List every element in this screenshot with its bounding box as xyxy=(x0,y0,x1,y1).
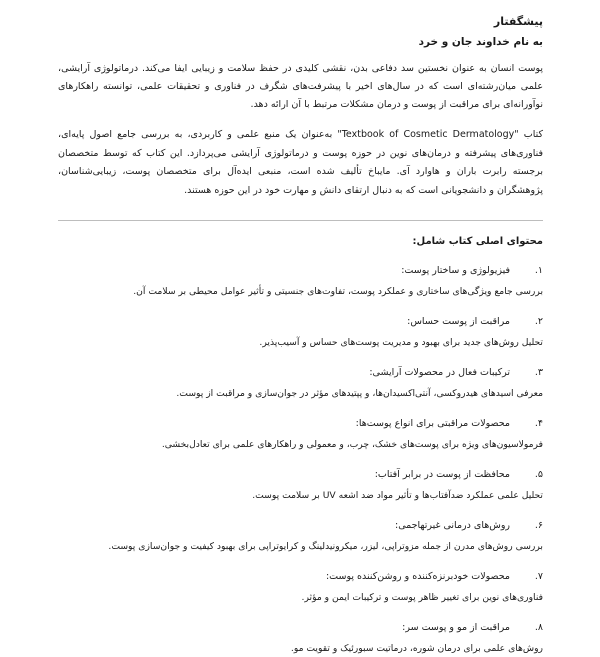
list-item xyxy=(58,365,543,402)
item-title: مراقبت از پوست حساس: xyxy=(407,316,510,327)
item-number: ۵. xyxy=(534,469,543,480)
list-item xyxy=(58,416,543,453)
item-description: بررسی جامع ویژگی‌های ساختاری و عملکرد پوست، تفاوت‌های جنسیتی و تأثیر عوامل محیطی بر سلامت آن. xyxy=(133,286,543,297)
book-paragraph: کتاب "Textbook of Cosmetic Dermatology" به‌عنوان یک منبع علمی و کاربردی، به بررسی جامع اصول پایه‌ای، فناوری‌های پیشرفته و درمان‌های نوین در حوزه پوست و درماتولوژی آرایشی می‌پردازد. این کتاب که توسط متخصصان برجسته رابرت باران و هاوارد آی. مایباخ تألیف شده است، منبعی ایده‌آل برای متخصصان پوست، زیبایی‌شناسان، پژوهشگران و دانشجویانی است که به دنبال ارتقای دانش و مهارت خود در این حوزه هستند. xyxy=(58,129,543,196)
item-description: تحلیل علمی عملکرد ضدآفتاب‌ها و تأثیر مواد ضد اشعه UV بر سلامت پوست. xyxy=(252,490,543,501)
list-item xyxy=(58,314,543,351)
item-number: ۴. xyxy=(534,418,543,429)
list-item xyxy=(58,620,543,657)
item-title: محصولات مراقبتی برای انواع پوست‌ها: xyxy=(355,418,510,429)
item-title: مراقبت از مو و پوست سر: xyxy=(402,622,510,633)
list-item xyxy=(58,569,543,606)
section-divider xyxy=(58,220,543,221)
item-description: تحلیل روش‌های جدید برای بهبود و مدیریت پوست‌های حساس و آسیب‌پذیر. xyxy=(259,337,543,348)
item-title: فیزیولوژی و ساختار پوست: xyxy=(401,265,510,276)
item-title: روش‌های درمانی غیرتهاجمی: xyxy=(395,520,510,531)
item-description: فرمولاسیون‌های ویژه برای پوست‌های خشک، چرب، و معمولی و راهکارهای علمی برای تعادل‌بخشی. xyxy=(161,439,543,450)
item-description: بررسی روش‌های مدرن از جمله مزوتراپی، لیزر، میکرونیدلینگ و کرایوتراپی برای بهبود کیفیت و جوان‌سازی پوست. xyxy=(108,541,543,552)
section-title: محتوای اصلی کتاب شامل: xyxy=(412,236,543,247)
content-list xyxy=(58,263,543,657)
item-title: ترکیبات فعال در محصولات آرایشی: xyxy=(369,367,510,378)
page-title: پیشگفتار xyxy=(493,15,543,28)
item-number: ۸. xyxy=(534,622,543,633)
item-number: ۷. xyxy=(534,571,543,582)
item-number: ۶. xyxy=(534,520,543,531)
item-description: فناوری‌های نوین برای تغییر ظاهر پوست و ترکیبات ایمن و مؤثر. xyxy=(301,592,543,603)
item-number: ۱. xyxy=(534,265,543,276)
item-title: محصولات خودبرنزه‌کننده و روشن‌کننده پوست: xyxy=(325,571,510,582)
item-number: ۲. xyxy=(534,316,543,327)
intro-paragraph: پوست انسان به عنوان نخستین سد دفاعی بدن، نقشی کلیدی در حفظ سلامت و زیبایی ایفا می‌کند. درماتولوژی آرایشی، علمی میان‌رشته‌ای است که در سال‌های اخیر با پیشرفت‌های شگرف در فناوری و تحقیقات علمی، توانسته راهکارهای نوآورانه‌ای برای مراقبت از پوست و درمان مشکلات مرتبط با آن ارائه دهد. xyxy=(58,63,543,110)
list-item xyxy=(58,263,543,300)
item-description: معرفی اسیدهای هیدروکسی، آنتی‌اکسیدان‌ها، و پپتیدهای مؤثر در جوان‌سازی و مراقبت از پوست. xyxy=(176,388,543,399)
list-item xyxy=(58,467,543,504)
item-title: محافظت از پوست در برابر آفتاب: xyxy=(374,469,510,480)
item-number: ۳. xyxy=(534,367,543,378)
list-item xyxy=(58,518,543,555)
page-subtitle: به نام خداوند جان و خرد xyxy=(418,36,543,48)
item-description: روش‌های علمی برای درمان شوره، درماتیت سبورئیک و تقویت مو. xyxy=(290,643,543,654)
